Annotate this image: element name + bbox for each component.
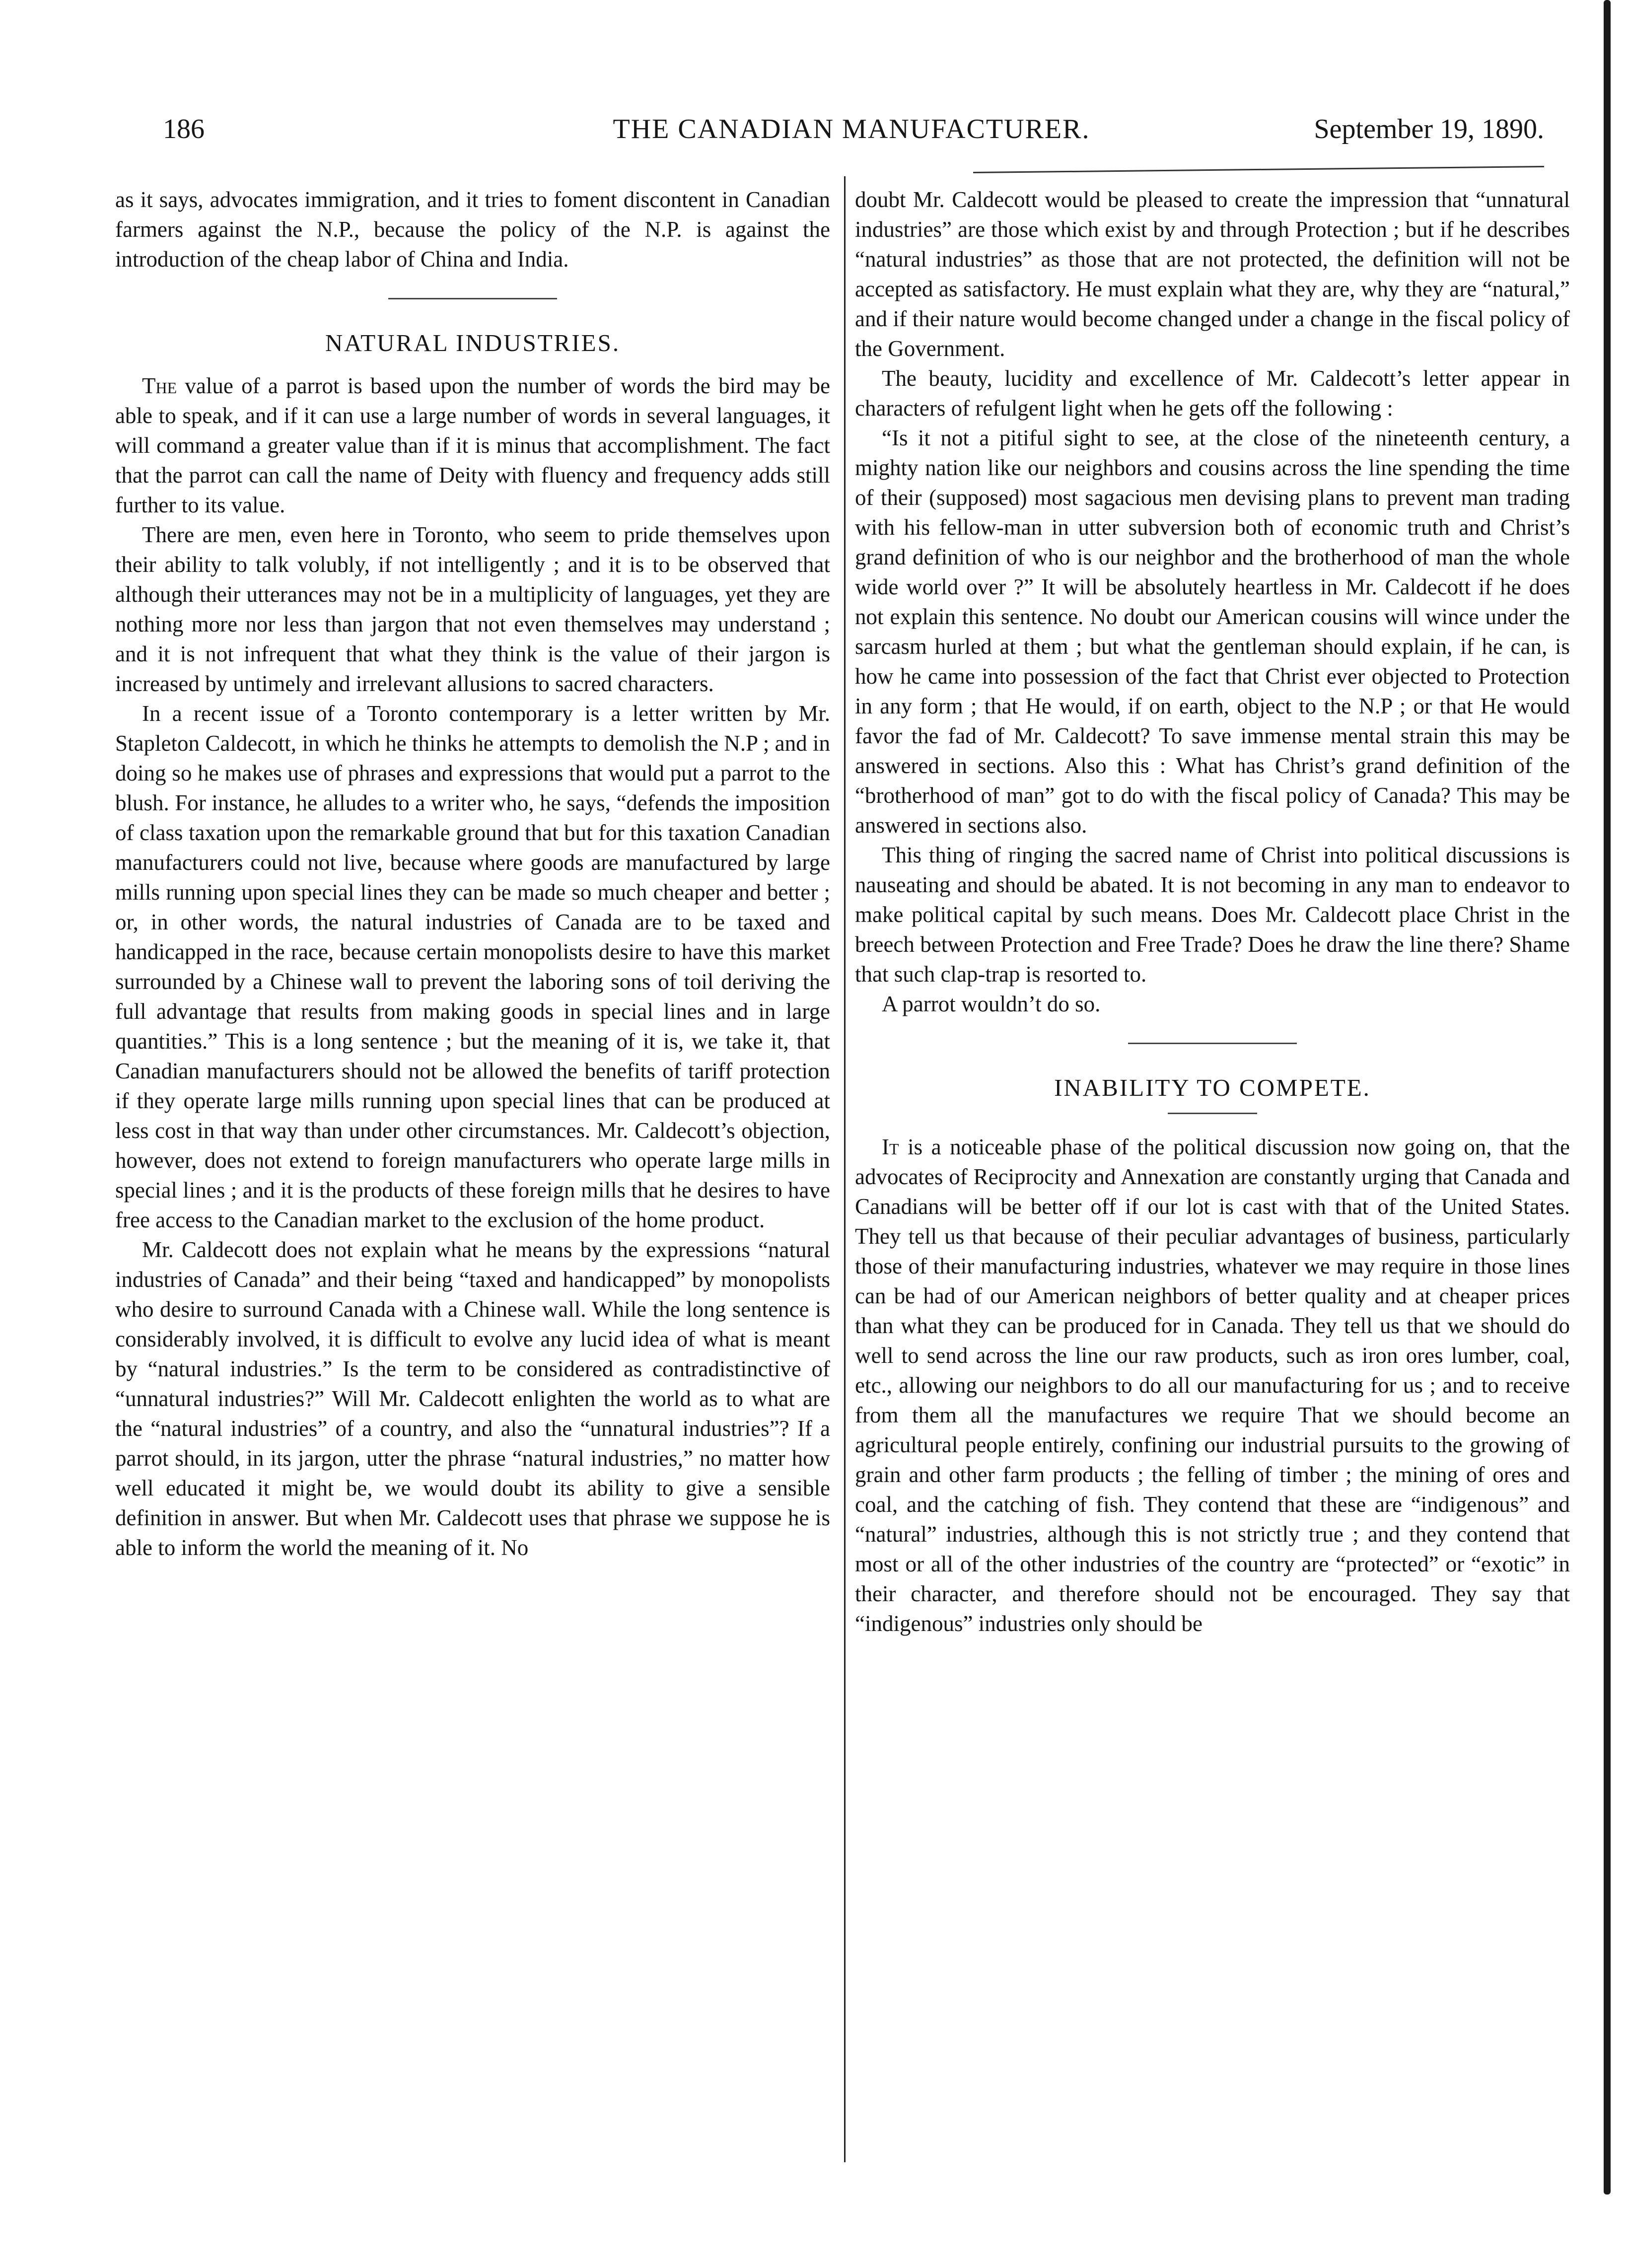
paragraph: There are men, even here in Toronto, who seem to pride themselves upon their ability to talk volubly, if not intelligently ; and it is to be observed that although their utterances may not be in a multiplicity of languages, yet they are nothing more nor less than jargon that not even themselves may understand ; and it is not infrequent that what they think is the value of their jargon is increased by untimely and irrelevant allusions to sacred characters. <box>115 522 830 696</box>
header-rule <box>973 166 1544 173</box>
heading-underline <box>1168 1113 1257 1114</box>
lead-word: It <box>882 1134 899 1159</box>
issue-date: September 19, 1890. <box>1314 114 1544 144</box>
paragraph <box>855 1132 1570 1638</box>
paragraph-text: is a noticeable phase of the political discussion now going on, that the advocates of Reciprocity and Annexation are constantly urging that Canada and Canadians will be better off if our lot is cast with that of the United States. They tell us that because of their peculiar advantages of business, particularly those of their manufacturing industries, whatever we may require in those lines can be had of our American neighbors of better quality and at cheaper prices than what they can be produced for in Canada. They tell us that we should do well to send across the line our raw products, such as iron ores lumber, coal, etc., allowing our neighbors to do all our manufacturing for us ; and to receive from them all the manufactures we require That we should become an agricultural people entirely, confining our industrial pursuits to the growing of grain and other farm products ; the felling of timber ; the mining of ores and coal, and the catching of fish. They contend that these are “indigenous” and “natural” industries, although this is not strictly true ; and they contend that most or all of the other industries of the country are “protected” or “exotic” in their character, and therefore should not be encouraged. They say that “indigenous” industries only should be <box>855 1134 1570 1636</box>
page-header <box>159 113 1544 153</box>
left-column <box>115 185 830 1562</box>
column-divider <box>844 176 846 2162</box>
section-divider <box>1128 1043 1297 1044</box>
paragraph: The beauty, lucidity and excellence of Mr. Caldecott’s letter appear in characters of refulgent light when he gets off the following : <box>855 366 1570 421</box>
intro-paragraph: as it says, advocates immigration, and it tries to foment discontent in Canadian farmers against the N.P., because the policy of the N.P. is against the introduction of the cheap labor of China and India. <box>115 187 830 272</box>
section-heading-natural-industries: NATURAL INDUSTRIES. <box>325 329 621 356</box>
lead-word: The <box>142 373 177 398</box>
page-edge-shadow <box>1604 0 1611 2195</box>
section-heading-inability-to-compete: INABILITY TO COMPETE. <box>1054 1074 1371 1101</box>
paragraph-text: value of a parrot is based upon the number of words the bird may be able to speak, and if it can use a large number of words in several languages, it will command a greater value than if it is minus that accomplishment. The fact that the parrot can call the name of Deity with fluency and frequency adds still further to its value. <box>115 373 830 517</box>
paragraph: This thing of ringing the sacred name of Christ into political discussions is nauseating and should be abated. It is not becoming in any man to endeavor to make political capital by such means. Does Mr. Caldecott place Christ in the breech between Protection and Free Trade? Does he draw the line there? Shame that such clap-trap is resorted to. <box>855 843 1570 987</box>
paragraph: doubt Mr. Caldecott would be pleased to create the impression that “unnatural industries” are those which exist by and through Protection ; but if he describes “natural industries” as those that are not protected, the definition will not be accepted as satisfactory. He must explain what they are, why they are “natural,” and if their nature would become changed under a change in the fiscal policy of the Government. <box>855 187 1570 361</box>
page-number: 186 <box>163 114 205 144</box>
paragraph: Mr. Caldecott does not explain what he means by the expressions “natural industries of Canada” and their being “taxed and handicapped” by monopolists who desire to surround Canada with a Chinese wall. While the long sentence is considerably involved, it is difficult to evolve any lucid idea of what is meant by “natural industries.” Is the term to be considered as contradistinctive of “unnatural industries?” Will Mr. Caldecott enlighten the world as to what are the “natural industries” of a country, and also the “unnatural industries”? If a parrot should, in its jargon, utter the phrase “natural industries,” no matter how well educated it might be, we would doubt its ability to give a sensible definition in answer. But when Mr. Caldecott uses that phrase we suppose he is able to inform the world the meaning of it. No <box>115 1237 830 1560</box>
section-divider <box>388 298 557 299</box>
publication-title: THE CANADIAN MANUFACTURER. <box>613 114 1090 144</box>
right-column <box>855 185 1570 1638</box>
paragraph <box>115 371 830 520</box>
paragraph: In a recent issue of a Toronto contemporary is a letter written by Mr. Stapleton Caldecott, in which he thinks he attempts to demolish the N.P ; and in doing so he makes use of phrases and expressions that would put a parrot to the blush. For instance, he alludes to a writer who, he says, “defends the imposition of class taxation upon the remarkable ground that but for this taxation Canadian manufacturers could not live, because where goods are manufactured by large mills running upon special lines they can be made so much cheaper and better ; or, in other words, the natural industries of Canada are to be taxed and handicapped in the race, because certain monopolists desire to have this market surrounded by a Chinese wall to prevent the laboring sons of toil deriving the full advantage that results from making goods in special lines and in large quantities.” This is a long sentence ; but the meaning of it is, we take it, that Canadian manufacturers should not be allowed the benefits of tariff protection if they operate large mills running upon special lines that can be produced at less cost in that way than under other circumstances. Mr. Caldecott’s objection, however, does not extend to foreign manufacturers who operate large mills in special lines ; and it is the products of these foreign mills that he desires to have free access to the Canadian market to the exclusion of the home product. <box>115 701 830 1232</box>
quoted-paragraph: “Is it not a pitiful sight to see, at the close of the nineteenth century, a mighty nation like our neighbors and cousins across the line spending the time of their (supposed) most sagacious men devising plans to prevent man trading with his fellow-man in utter subversion both of economic truth and Christ’s grand definition of who is our neighbor and the brotherhood of man the whole wide world over ?” It will be absolutely heartless in Mr. Caldecott if he does not explain this sentence. No doubt our American cousins will wince under the sarcasm hurled at them ; but what the gentleman should explain, if he can, is how he came into possession of the fact that Christ ever objected to Protection in any form ; that He would, if on earth, object to the N.P ; or that He would favor the fad of Mr. Caldecott? To save immense mental strain this may be answered in sections. Also this : What has Christ’s grand definition of the “brotherhood of man” got to do with the fiscal policy of Canada? This may be answered in sections also. <box>855 425 1570 838</box>
paragraph: A parrot wouldn’t do so. <box>882 992 1101 1016</box>
